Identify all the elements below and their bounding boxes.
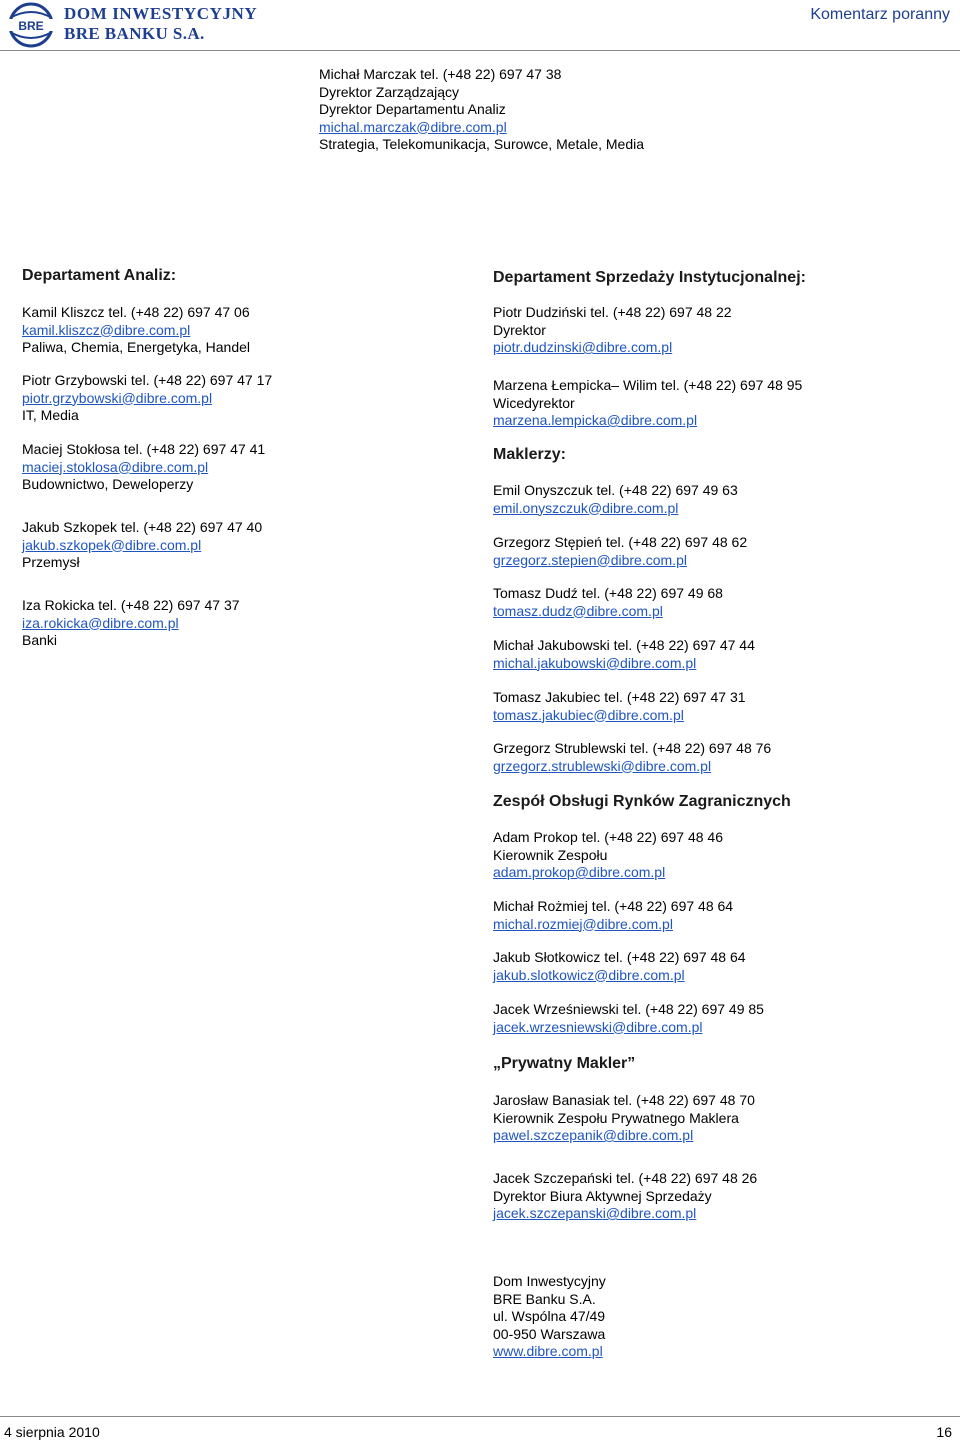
foreign-markets-heading: Zespół Obsługi Rynków Zagranicznych [493,793,791,810]
broker-name-tel: Grzegorz Strublewski tel. (+48 22) 697 48 76 [493,740,772,756]
private-role: Dyrektor Biura Aktywnej Sprzedaży [493,1187,712,1204]
analyst-email-link[interactable]: kamil.kliszcz@dibre.com.pl [22,321,191,338]
analyst-contact [22,441,265,494]
logo-line-1: DOM INWESTYCYJNY [64,4,258,23]
document-type: Komentarz poranny [810,6,950,23]
sales-role: Wicedyrektor [493,394,575,411]
analyst-email-link[interactable]: maciej.stoklosa@dibre.com.pl [22,458,209,475]
sales-name-tel: Piotr Dudziński tel. (+48 22) 697 48 22 [493,304,732,320]
website-link[interactable]: www.dibre.com.pl [493,1343,603,1359]
footer-divider [0,1416,960,1417]
director-role-1: Dyrektor Zarządzający [319,83,460,100]
broker-name-tel: Tomasz Jakubiec tel. (+48 22) 697 47 31 [493,689,746,705]
analyst-name-tel: Kamil Kliszcz tel. (+48 22) 697 47 06 [22,304,250,320]
analyst-name-tel: Piotr Grzybowski tel. (+48 22) 697 47 17 [22,372,273,388]
foreign-contact [493,829,723,882]
logo-letters: BRE [18,19,44,33]
address-line-2: BRE Banku S.A. [493,1290,596,1307]
foreign-contact [493,898,733,933]
foreign-email-link[interactable]: michal.rozmiej@dibre.com.pl [493,915,673,932]
broker-contact [493,740,771,775]
private-email-link[interactable]: pawel.szczepanik@dibre.com.pl [493,1127,694,1143]
analyst-sectors: Przemysł [22,554,80,570]
page-number: 16 [936,1424,952,1440]
broker-email-link[interactable]: tomasz.dudz@dibre.com.pl [493,602,663,619]
analyst-email-link[interactable]: piotr.grzybowski@dibre.com.pl [22,389,213,406]
analyst-sectors: Budownictwo, Deweloperzy [22,476,194,492]
broker-contact [493,689,746,724]
sales-department-heading: Departament Sprzedaży Instytucjonalnej: [493,269,806,286]
analyst-name-tel: Iza Rokicka tel. (+48 22) 697 47 37 [22,597,240,613]
broker-name-tel: Emil Onyszczuk tel. (+48 22) 697 49 63 [493,482,738,498]
logo-line-2: BRE BANKU S.A. [64,24,205,43]
foreign-name-tel: Jacek Wrześniewski tel. (+48 22) 697 49 85 [493,1001,764,1017]
broker-contact [493,482,738,517]
broker-contact [493,637,755,672]
broker-contact [493,534,747,569]
footer-date: 4 sierpnia 2010 [4,1424,100,1440]
analyst-email-link[interactable]: iza.rokicka@dibre.com.pl [22,614,179,631]
sales-email-link[interactable]: piotr.dudzinski@dibre.com.pl [493,339,673,355]
broker-email-link[interactable]: grzegorz.strublewski@dibre.com.pl [493,757,712,774]
analyst-contact [22,519,262,572]
director-email-link[interactable]: michal.marczak@dibre.com.pl [319,118,507,135]
broker-email-link[interactable]: grzegorz.stepien@dibre.com.pl [493,551,687,568]
brokers-heading: Maklerzy: [493,446,566,463]
analyst-sectors: Banki [22,632,58,648]
analyst-sectors: IT, Media [22,407,79,423]
foreign-contact [493,949,746,984]
broker-name-tel: Grzegorz Stępień tel. (+48 22) 697 48 62 [493,534,748,550]
private-email-link[interactable]: jacek.szczepanski@dibre.com.pl [493,1205,697,1221]
private-name-tel: Jacek Szczepański tel. (+48 22) 697 48 26 [493,1170,758,1186]
broker-email-link[interactable]: tomasz.jakubiec@dibre.com.pl [493,706,684,723]
broker-contact [493,585,723,620]
director-name-tel: Michał Marczak tel. (+48 22) 697 47 38 [319,66,562,82]
broker-name-tel: Tomasz Dudź tel. (+48 22) 697 49 68 [493,585,723,601]
director-contact [319,66,644,154]
foreign-name-tel: Jakub Słotkowicz tel. (+48 22) 697 48 64 [493,949,746,965]
foreign-email-link[interactable]: jacek.wrzesniewski@dibre.com.pl [493,1018,703,1035]
address-line-4: 00-950 Warszawa [493,1325,606,1342]
analyst-contact [22,372,272,425]
sales-contact [493,377,802,430]
foreign-role: Kierownik Zespołu [493,846,608,863]
analyst-name-tel: Maciej Stokłosa tel. (+48 22) 697 47 41 [22,441,266,457]
foreign-email-link[interactable]: jakub.slotkowicz@dibre.com.pl [493,966,685,983]
private-contact [493,1170,757,1223]
sales-email-link[interactable]: marzena.lempicka@dibre.com.pl [493,412,698,428]
analyst-contact [22,597,240,650]
broker-email-link[interactable]: emil.onyszczuk@dibre.com.pl [493,499,679,516]
sales-contact [493,304,732,357]
page-header [0,0,960,52]
analyst-contact [22,304,250,357]
analysis-department-heading: Departament Analiz: [22,267,177,284]
analyst-name-tel: Jakub Szkopek tel. (+48 22) 697 47 40 [22,519,263,535]
private-broker-heading: „Prywatny Makler” [493,1055,636,1072]
director-role-2: Dyrektor Departamentu Analiz [319,101,506,117]
header-divider [0,50,960,51]
address-line-1: Dom Inwestycyjny [493,1273,606,1289]
private-contact [493,1092,755,1145]
foreign-name-tel: Michał Rożmiej tel. (+48 22) 697 48 64 [493,898,734,914]
broker-email-link[interactable]: michal.jakubowski@dibre.com.pl [493,654,697,671]
company-address [493,1273,606,1361]
foreign-name-tel: Adam Prokop tel. (+48 22) 697 48 46 [493,829,723,845]
director-sectors: Strategia, Telekomunikacja, Surowce, Metale, Media [319,136,645,152]
analyst-email-link[interactable]: jakub.szkopek@dibre.com.pl [22,536,202,553]
address-line-3: ul. Wspólna 47/49 [493,1308,606,1324]
broker-name-tel: Michał Jakubowski tel. (+48 22) 697 47 44 [493,637,755,653]
foreign-contact [493,1001,764,1036]
foreign-email-link[interactable]: adam.prokop@dibre.com.pl [493,864,666,880]
private-role: Kierownik Zespołu Prywatnego Maklera [493,1109,739,1126]
private-name-tel: Jarosław Banasiak tel. (+48 22) 697 48 70 [493,1092,755,1108]
company-logo-text [64,4,257,44]
analyst-sectors: Paliwa, Chemia, Energetyka, Handel [22,339,251,355]
bre-logo-icon [4,2,58,48]
sales-name-tel: Marzena Łempicka– Wilim tel. (+48 22) 697 48 95 [493,377,803,393]
sales-role: Dyrektor [493,321,546,338]
